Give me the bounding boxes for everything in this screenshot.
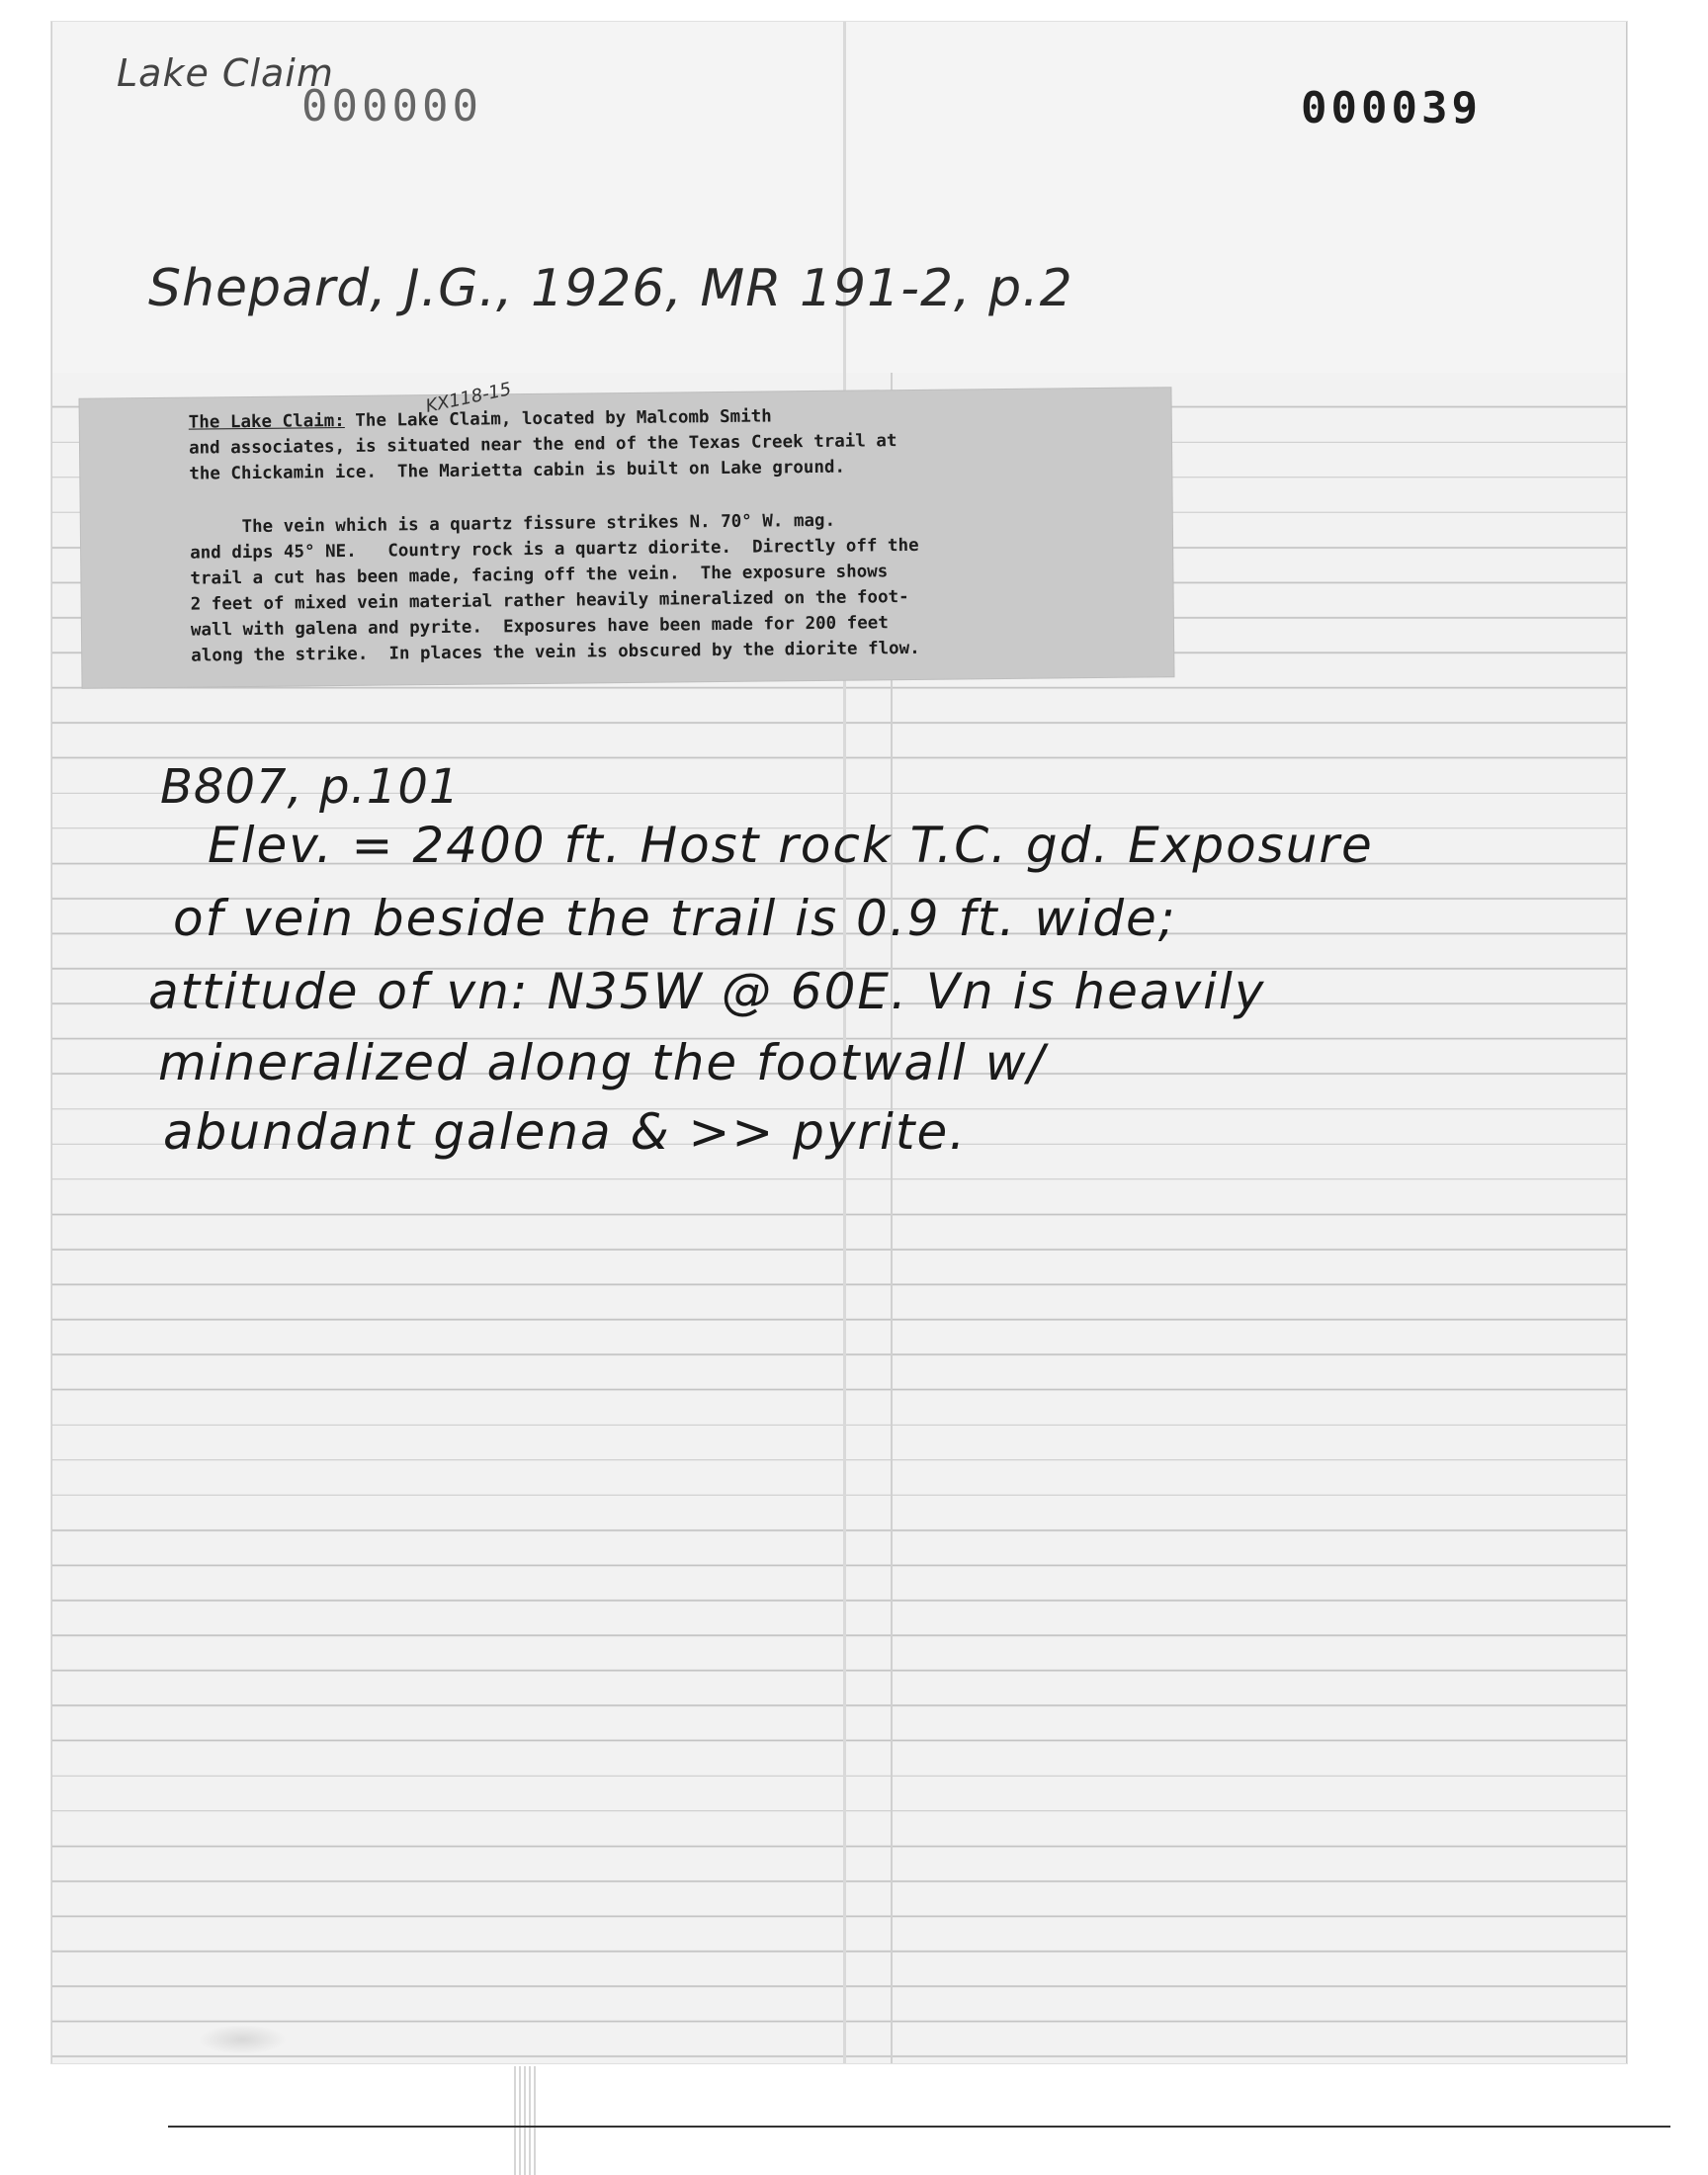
clipping-heading: The Lake Claim: xyxy=(188,410,345,433)
note-line-4: mineralized along the footwall w/ xyxy=(158,1034,1047,1091)
clipping-annotation: KX118-15 xyxy=(423,379,514,417)
scan-artifact xyxy=(514,2066,536,2175)
scan-smudge xyxy=(198,2025,287,2054)
scan-bottom-edge xyxy=(168,2126,1670,2128)
document-number: 000039 xyxy=(1301,83,1482,133)
clipping-paragraph-2: The vein which is a quartz fissure strikes N. 70° W. mag. and dips 45° NE. Country rock is a quartz diorite. Directly off the trail a cut has been made, facing off the vein. The exposure shows 2 feet of mixed vein material rather heavily mineralized on the foot- wall with galena and pyrite. Exposures have been made for 200 feet along the strike. In places the vein is obscured by the diorite flow. xyxy=(189,510,920,666)
note-line-3: attitude of vn: N35W @ 60E. Vn is heavily xyxy=(148,963,1266,1020)
claim-label: Lake Claim xyxy=(117,51,334,95)
note-line-2: of vein beside the trail is 0.9 ft. wide; xyxy=(173,890,1177,947)
pasted-report-clipping xyxy=(80,388,1174,688)
clipping-paragraph-1-text: The Lake Claim, located by Malcomb Smith and associates, is situated near the end of the Texas Creek trail at the Chickamin ice. The Marietta cabin is built on Lake ground. xyxy=(188,406,897,484)
clipping-paragraph-1 xyxy=(189,400,1079,486)
note-line-1: Elev. = 2400 ft. Host rock T.C. gd. Exposure xyxy=(208,817,1374,874)
source-citation: Shepard, J.G., 1926, MR 191-2, p.2 xyxy=(148,259,1073,318)
note-line-5: abundant galena & >> pyrite. xyxy=(163,1103,968,1161)
notes-reference: B807, p.101 xyxy=(160,759,461,815)
faint-stamp-number: 000000 xyxy=(301,81,482,131)
